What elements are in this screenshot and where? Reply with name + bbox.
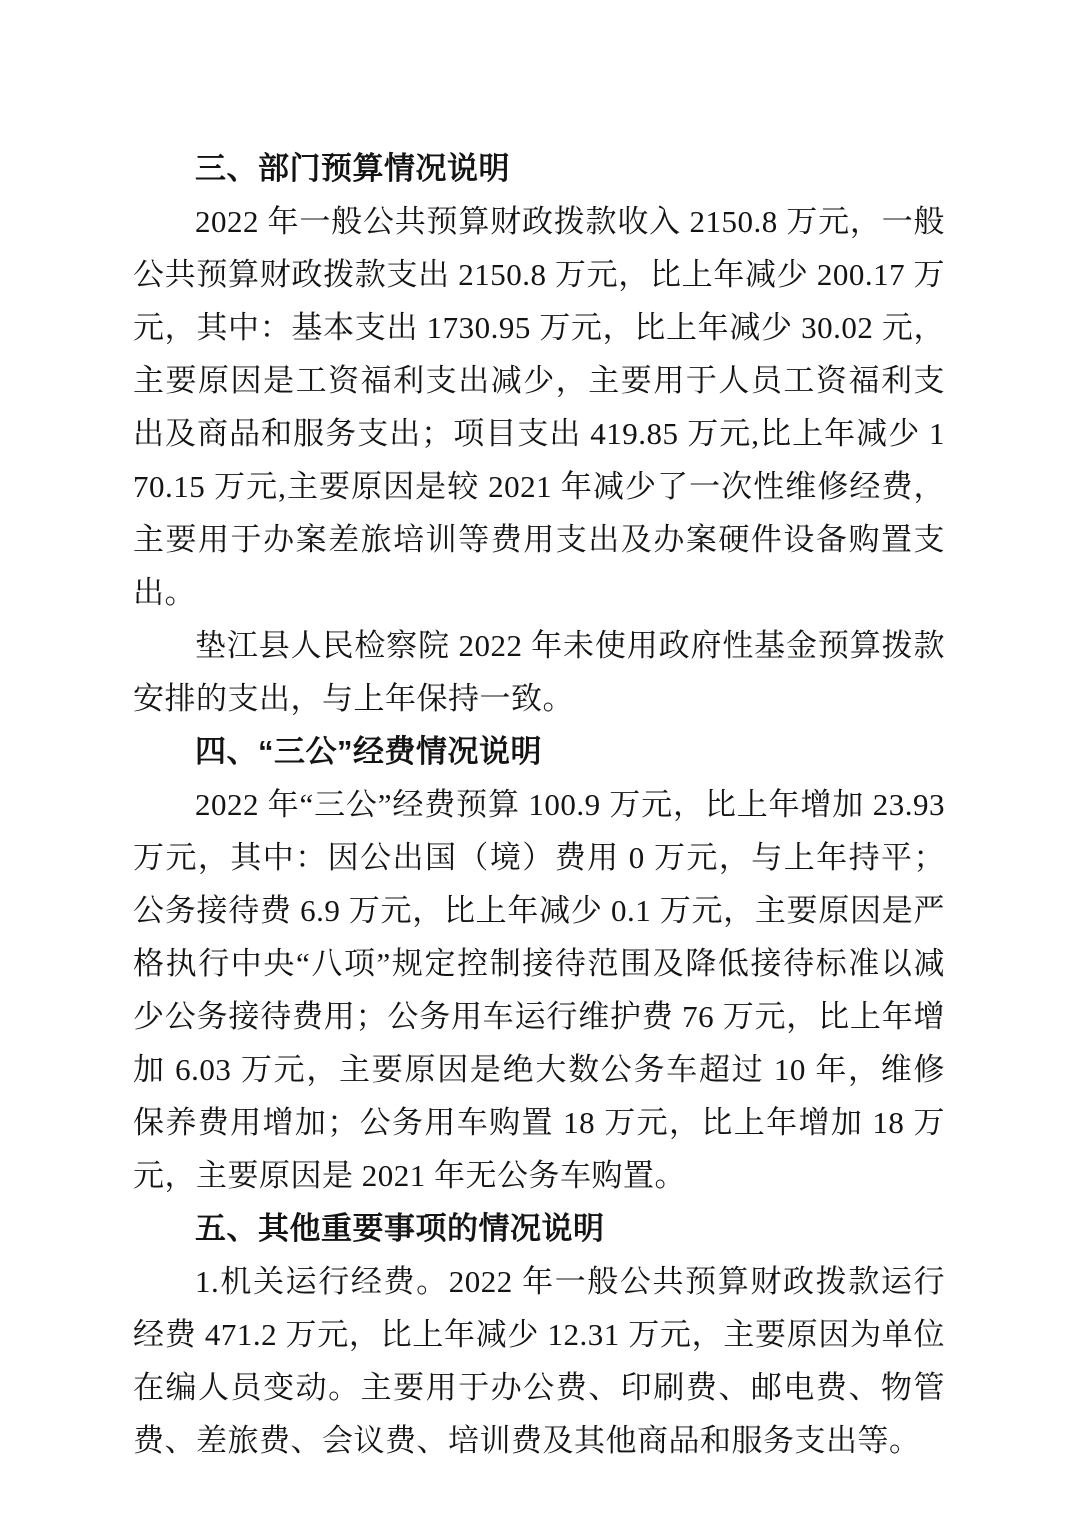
paragraph-operating-expenses: 1.机关运行经费。2022 年一般公共预算财政拨款运行经费 471.2 万元，比上年减少 12.31 万元，主要原因为单位在编人员变动。主要用于办公费、印刷费、邮电费、物管费、差旅费、会议费、培训费及其他商品和服务支出等。 bbox=[133, 1264, 945, 1458]
section-heading-department-budget: 三、部门预算情况说明 bbox=[195, 151, 510, 186]
section-heading-three-public-expenses: 四、“三公”经费情况说明 bbox=[195, 734, 542, 769]
paragraph-budget-overview: 2022 年一般公共预算财政拨款收入 2150.8 万元，一般公共预算财政拨款支出 2150.8 万元，比上年减少 200.17 万元，其中：基本支出 1730.95 万元，比上年减少 30.02 元，主要原因是工资福利支出减少，主要用于人员工资福利支出及商品和服务支出；项目支出 419.85 万元,比上年减少 170.15 万元,主要原因是较 2021 年减少了一次性维修经费，主要用于办案差旅培训等费用支出及办案硬件设备购置支出。 bbox=[133, 204, 945, 610]
paragraph-three-public-expenses: 2022 年“三公”经费预算 100.9 万元，比上年增加 23.93 万元，其中：因公出国（境）费用 0 万元，与上年持平；公务接待费 6.9 万元，比上年减少 0.1 万元，主要原因是严格执行中央“八项”规定控制接待范围及降低接待标准以减少公务接待费用；公务用车运行维护费 76 万元，比上年增加 6.03 万元，主要原因是绝大数公务车超过 10 年，维修保养费用增加；公务用车购置 18 万元，比上年增加 18 万元，主要原因是 2021 年无公务车购置。 bbox=[133, 787, 945, 1193]
section-heading-other-important-matters: 五、其他重要事项的情况说明 bbox=[195, 1211, 605, 1246]
paragraph-government-fund: 垫江县人民检察院 2022 年未使用政府性基金预算拨款安排的支出，与上年保持一致。 bbox=[133, 628, 945, 716]
